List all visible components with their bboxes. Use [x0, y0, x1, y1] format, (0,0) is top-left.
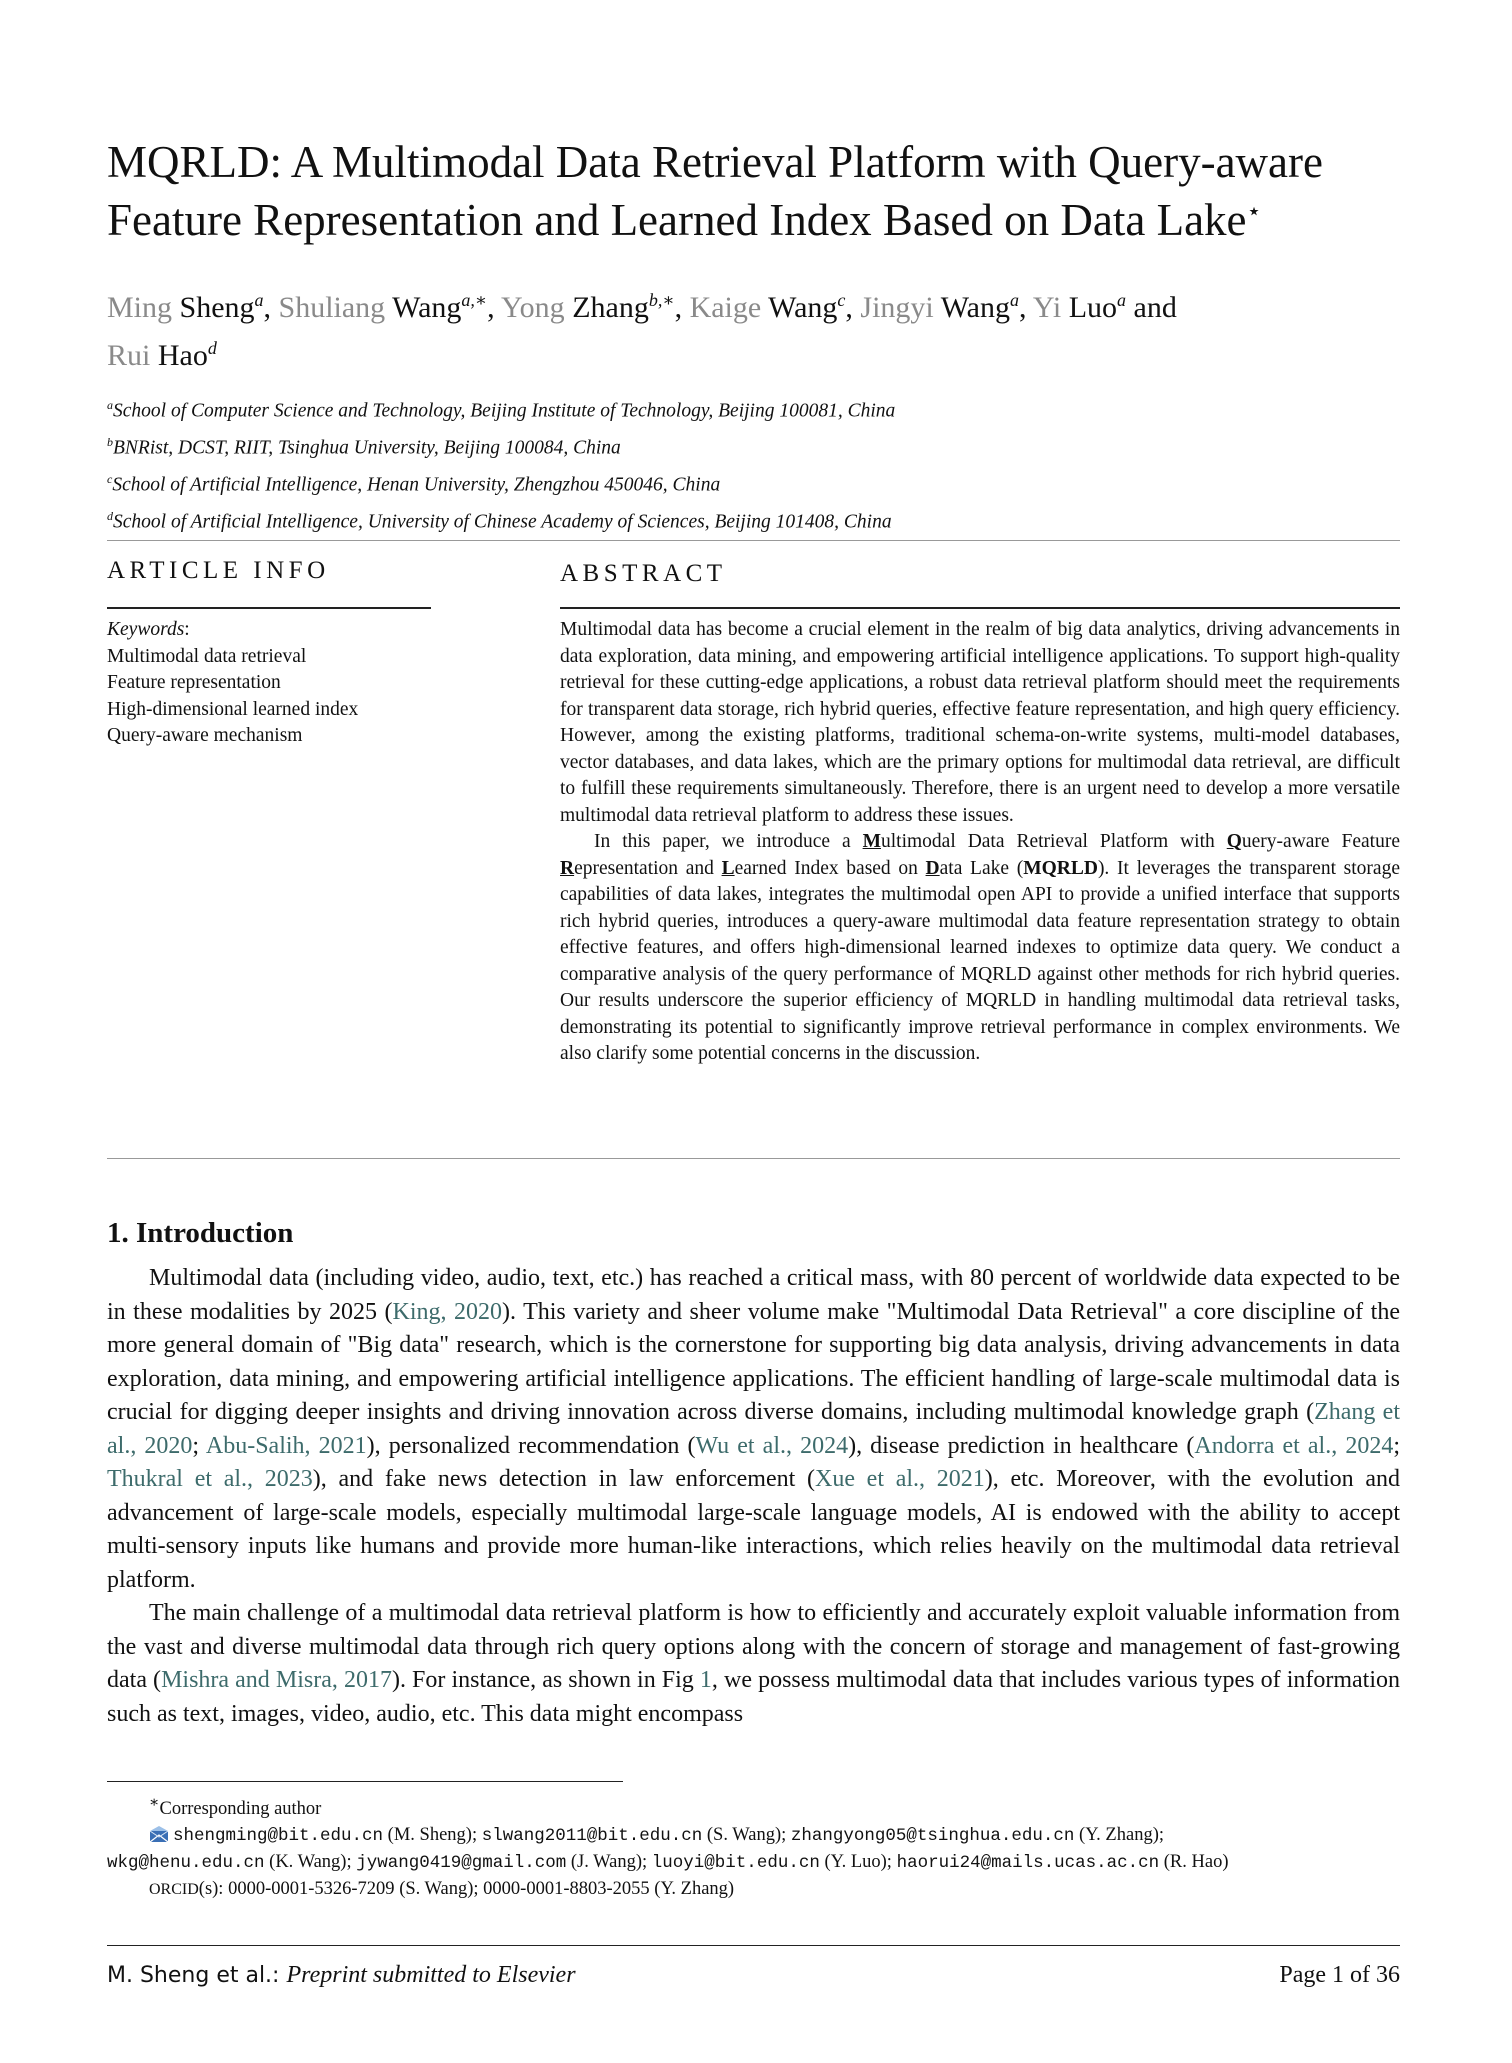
header-divider	[107, 540, 1400, 541]
email-link[interactable]: zhangyong05@tsinghua.edu.cn	[790, 1826, 1075, 1847]
abstract-body	[560, 617, 1400, 1068]
email-link[interactable]: slwang2011@bit.edu.cn	[481, 1826, 703, 1847]
citation-link[interactable]: Xue et al., 2021	[814, 1466, 985, 1492]
page-number: Page 1 of 36	[1279, 1962, 1400, 1988]
citation-link[interactable]: Wu et al., 2024	[695, 1432, 849, 1459]
keyword: High-dimensional learned index	[107, 698, 359, 720]
introduction-body	[107, 1262, 1400, 1731]
email-line-1: shengming@bit.edu.cn (M. Sheng); slwang2011@bit.edu.cn (S. Wang); zhangyong05@tsinghua.edu.cn (Y. Zhang);	[107, 1822, 1407, 1849]
email-line-2: wkg@henu.edu.cn (K. Wang); jywang0419@gmail.com (J. Wang); luoyi@bit.edu.cn (Y. Luo); haorui24@mails.ucas.ac.cn (R. Hao)	[107, 1852, 1229, 1874]
author[interactable]: Kaige Wang$^c$	[689, 290, 846, 324]
citation-link[interactable]: Mishra and Misra, 2017	[161, 1667, 392, 1693]
title-line-2: Feature Representation and Learned Index Based on Data Lake⋆	[107, 195, 1262, 245]
article-info-heading: ARTICLE INFO	[107, 557, 330, 584]
page-footer	[107, 1962, 1400, 1989]
citation-link[interactable]: King, 2020	[392, 1298, 503, 1325]
title-line-1: MQRLD: A Multimodal Data Retrieval Platform with Query-aware	[107, 137, 1323, 187]
orcid-link[interactable]: 0000-0001-5326-7209	[228, 1879, 395, 1900]
footnotes	[107, 1790, 1407, 1903]
author[interactable]: Rui Hao$^d$	[107, 338, 217, 372]
keyword: Feature representation	[107, 672, 281, 693]
abstract-rule	[560, 607, 1400, 609]
author[interactable]: Ming Sheng$^a$	[107, 290, 264, 324]
footnote-rule	[107, 1781, 623, 1782]
body-paragraph: Multimodal data (including video, audio, text, etc.) has reached a critical mass, with 80 percent of worldwide data expected to be in these modalities by 2025 (King, 2020). This variety and sheer volume make "Multimodal Data Retrieval" a core discipline of the more general domain of "Big data" research, which is the cornerstone for supporting big data analysis, driving advancements in data exploration, data mining, and empowering artificial intelligence applications. The efficient handling of large-scale multimodal data is crucial for digging deeper insights and driving innovation across diverse domains, including multimodal knowledge graph (Zhang et al., 2020; Abu-Salih, 2021), personalized recommendation (Wu et al., 2024), disease prediction in healthcare (Andorra et al., 2024; Thukral et al., 2023), and fake news detection in law enforcement (Xue et al., 2021), etc. Moreover, with the evolution and advancement of large-scale models, especially multimodal large-scale language models, AI is endowed with the ability to accept multi-sensory inputs like humans and provide more human-like interactions, which relies heavily on the multimodal data retrieval platform.	[107, 1265, 1400, 1593]
envelope-icon	[149, 1825, 169, 1843]
abstract-bottom-divider	[107, 1158, 1400, 1159]
email-link[interactable]: wkg@henu.edu.cn	[107, 1853, 265, 1874]
section-heading-introduction: 1. Introduction	[107, 1217, 294, 1249]
title-footnote-star[interactable]: ⋆	[1246, 199, 1262, 225]
article-info-rule	[107, 607, 431, 609]
keywords-block	[107, 617, 437, 750]
affiliation: $^b$BNRist, DCST, RIIT, Tsinghua University, Beijing 100084, China	[107, 435, 621, 459]
orcid-link[interactable]: 0000-0001-8803-2055	[483, 1879, 650, 1900]
citation-link[interactable]: Zhang et al., 2020	[107, 1399, 1400, 1459]
author[interactable]: Yi Luo$^a$	[1032, 290, 1127, 324]
footer-rule	[107, 1945, 1400, 1946]
affiliation: $^d$School of Artificial Intelligence, University of Chinese Academy of Sciences, Beijing 101408, China	[107, 509, 892, 533]
figure-link[interactable]: 1	[699, 1667, 712, 1693]
body-paragraph: The main challenge of a multimodal data retrieval platform is how to efficiently and accurately exploit valuable information from the vast and diverse multimodal data through rich query options along with the concern of storage and management of fast-growing data (Mishra and Misra, 2017). For instance, as shown in Fig 1, we possess multimodal data that includes various types of information such as text, images, video, audio, etc. This data might encompass	[107, 1600, 1401, 1727]
email-link[interactable]: jywang0419@gmail.com	[356, 1853, 567, 1874]
email-link[interactable]: shengming@bit.edu.cn	[173, 1826, 384, 1847]
email-link[interactable]: luoyi@bit.edu.cn	[651, 1853, 820, 1874]
orcid-line: ORCID(s): 0000-0001-5326-7209 (S. Wang); 0000-0001-8803-2055 (Y. Zhang)	[149, 1879, 735, 1900]
abstract-paragraph-2: In this paper, we introduce a Multimodal Data Retrieval Platform with Query-aware Feature Representation and Learned Index based on Data Lake (MQRLD). It leverages the transparent storage capabilities of data lakes, integrates the multimodal open API to provide a unified interface that supports rich hybrid queries, introduces a query-aware multimodal data feature representation strategy to obtain effective features, and offers high-dimensional learned indexes to optimize data query. We conduct a comparative analysis of the query performance of MQRLD against other methods for rich hybrid queries. Our results underscore the superior efficiency of MQRLD in handling multimodal data retrieval tasks, demonstrating its potential to significantly improve retrieval performance in complex environments. We also clarify some potential concerns in the discussion.	[560, 831, 1401, 1064]
author-list: Ming Sheng$^a$, Shuliang Wang$^{a,∗}$, Yong Zhang$^{b,∗}$, Kaige Wang$^c$, Jingyi Wang$^a$, Yi Luo$^a$ and Rui Hao$^d$	[107, 290, 1177, 372]
affiliation: $^a$School of Computer Science and Technology, Beijing Institute of Technology, Beijing 100081, China	[107, 398, 896, 422]
abstract-paragraph-1: Multimodal data has become a crucial element in the realm of big data analytics, driving advancements in data exploration, data mining, and empowering artificial intelligence applications. To support high-quality retrieval for these cutting-edge applications, a robust data retrieval platform should meet the requirements for transparent data storage, rich hybrid queries, effective feature representation, and high query efficiency. However, among the existing platforms, traditional schema-on-write systems, multi-model databases, vector databases, and data lakes, which are the primary options for multimodal data retrieval, are difficult to fulfill these requirements simultaneously. Therefore, there is an urgent need to develop a more versatile multimodal data retrieval platform to address these issues.	[560, 619, 1400, 826]
running-author: M. Sheng et al.: Preprint submitted to Elsevier	[107, 1962, 576, 1988]
author[interactable]: Shuliang Wang$^{a,∗}$	[278, 290, 488, 324]
keywords-label: Keywords:	[107, 619, 190, 640]
email-link[interactable]: haorui24@mails.ucas.ac.cn	[896, 1853, 1160, 1874]
acronym: MQRLD	[1023, 857, 1098, 879]
citation-link[interactable]: Andorra et al., 2024	[1194, 1432, 1394, 1459]
paper-title	[107, 133, 1407, 249]
keyword: Query-aware mechanism	[107, 725, 303, 746]
abstract-heading: ABSTRACT	[560, 560, 727, 587]
keyword: Multimodal data retrieval	[107, 645, 307, 667]
author[interactable]: Jingyi Wang$^a$	[860, 290, 1019, 324]
citation-link[interactable]: Abu-Salih, 2021	[205, 1432, 367, 1459]
author[interactable]: Yong Zhang$^{b,∗}$	[501, 290, 675, 324]
affiliation-list	[107, 390, 1407, 538]
corresponding-author-note: ∗Corresponding author	[149, 1794, 322, 1820]
affiliation: $^c$School of Artificial Intelligence, Henan University, Zhengzhou 450046, China	[107, 472, 721, 496]
citation-link[interactable]: Thukral et al., 2023	[107, 1466, 313, 1492]
